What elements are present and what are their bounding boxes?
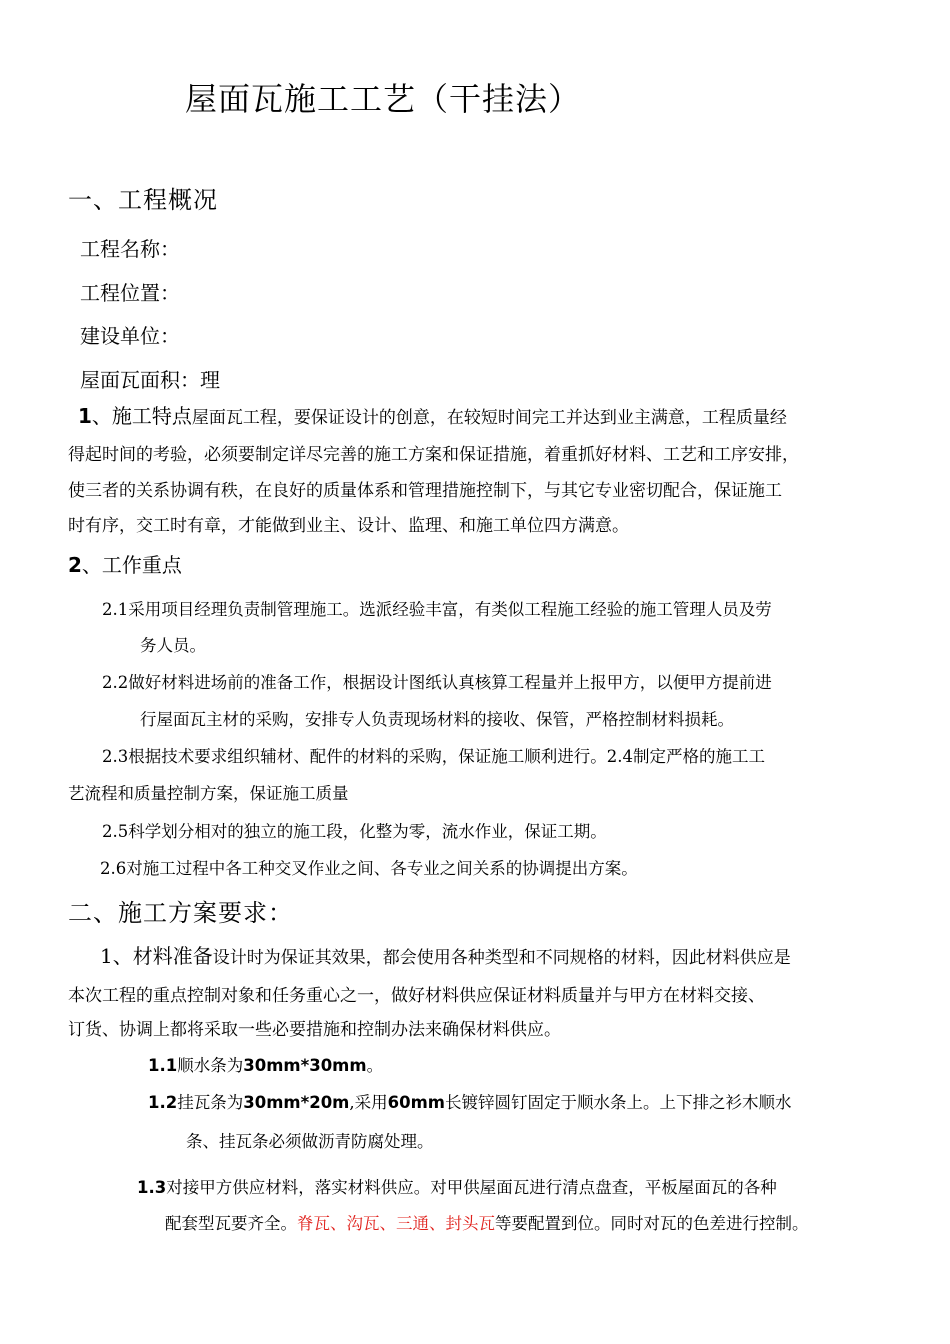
materials-text-3: 订货、协调上都将采取一些必要措施和控制办法来确保材料供应。 [68, 1020, 561, 1040]
keypoint-item: 2.2做好材料进场前的准备工作，根据设计图纸认真核算工程量并上报甲方，以便甲方提前进 [102, 673, 772, 692]
spec-1-2-size1: 30mm*20m [243, 1093, 350, 1112]
spec-1-2-text3: 长镀锌圆钉固定于顺水条上。上下排之衫木顺水 [444, 1093, 792, 1112]
field-project-name: 工程名称： [80, 237, 180, 261]
keypoint-item-cont: 务人员。 [140, 636, 206, 655]
spec-1-2-size2: 60mm [387, 1093, 445, 1112]
materials-paragraph-line1 [100, 940, 791, 969]
features-lead: 、施工特点 [91, 404, 192, 428]
features-text-3: 使三者的关系协调有秩，在良好的质量体系和管理措施控制下，与其它专业密切配合，保证施工 [68, 481, 782, 501]
spec-1-2-text1: 挂瓦条为 [177, 1093, 244, 1112]
spec-1-3-text2a: 配套型瓦要齐全。 [165, 1214, 297, 1233]
materials-text-2: 本次工程的重点控制对象和任务重心之一，做好材料供应保证材料质量并与甲方在材料交接、 [68, 986, 765, 1006]
spec-1-3-text2b: 等要配置到位。同时对瓦的色差进行控制。 [495, 1214, 809, 1233]
spec-1-2-number: 1.2 [148, 1093, 178, 1112]
spec-1-3-cont [165, 1210, 809, 1234]
spec-1-1-end: 。 [366, 1056, 384, 1075]
materials-text-1: 设计时为保证其效果，都会使用各种类型和不同规格的材料，因此材料供应是 [212, 948, 791, 968]
page-title: 屋面瓦施工工艺（干挂法） [185, 80, 582, 118]
spec-1-3-number: 1.3 [137, 1178, 167, 1197]
section1-heading: 一、工程概况 [68, 186, 218, 214]
keypoint-item: 2.3根据技术要求组织辅材、配件的材料的采购，保证施工顺利进行。2.4制定严格的施工工 [102, 747, 765, 766]
spec-1-1-text: 顺水条为 [177, 1056, 244, 1075]
features-text-4: 时有序，交工时有章，才能做到业主、设计、监理、和施工单位四方满意。 [68, 516, 629, 536]
keypoint-item-cont: 行屋面瓦主材的采购，安排专人负责现场材料的接收、保管，严格控制材料损耗。 [140, 710, 734, 729]
features-text-2: 得起时间的考验，必须要制定详尽完善的施工方案和保证措施，着重抓好材料、工艺和工序安排， [68, 445, 799, 465]
features-paragraph-line1 [78, 400, 787, 429]
keypoint-item: 2.6对施工过程中各工种交叉作业之间、各专业之间关系的协调提出方案。 [100, 859, 638, 878]
spec-1-3-tile-types: 脊瓦、沟瓦、三通、封头瓦 [297, 1214, 495, 1233]
keypoints-title: 、工作重点 [81, 553, 182, 577]
spec-1-1 [148, 1052, 383, 1076]
features-number: 1 [78, 404, 92, 428]
keypoints-number: 2 [68, 553, 82, 577]
spec-1-2 [148, 1089, 791, 1113]
materials-lead: 1、材料准备 [100, 944, 213, 968]
field-project-location: 工程位置： [80, 281, 180, 305]
features-text-1: 屋面瓦工程，要保证设计的创意，在较短时间完工并达到业主满意，工程质量经 [191, 408, 787, 428]
keypoint-item: 2.1采用项目经理负责制管理施工。选派经验丰富，有类似工程施工经验的施工管理人员及劳 [102, 600, 772, 619]
section2-heading: 二、施工方案要求： [68, 899, 293, 927]
keypoints-heading [68, 549, 182, 578]
keypoint-item: 2.5科学划分相对的独立的施工段，化整为零，流水作业，保证工期。 [102, 822, 607, 841]
spec-1-3-text1: 对接甲方供应材料，落实材料供应。对甲供屋面瓦进行清点盘查，平板屋面瓦的各种 [166, 1178, 777, 1197]
field-builder: 建设单位： [80, 324, 180, 348]
keypoint-item-cont: 艺流程和质量控制方案，保证施工质量 [68, 784, 349, 803]
spec-1-1-number: 1.1 [148, 1056, 178, 1075]
spec-1-2-text2: ,采用 [349, 1093, 388, 1112]
field-roof-area: 屋面瓦面积：理 [80, 368, 220, 392]
spec-1-2-cont: 条、挂瓦条必须做沥青防腐处理。 [186, 1132, 434, 1151]
spec-1-1-size: 30mm*30mm [243, 1056, 367, 1075]
spec-1-3 [137, 1174, 777, 1198]
